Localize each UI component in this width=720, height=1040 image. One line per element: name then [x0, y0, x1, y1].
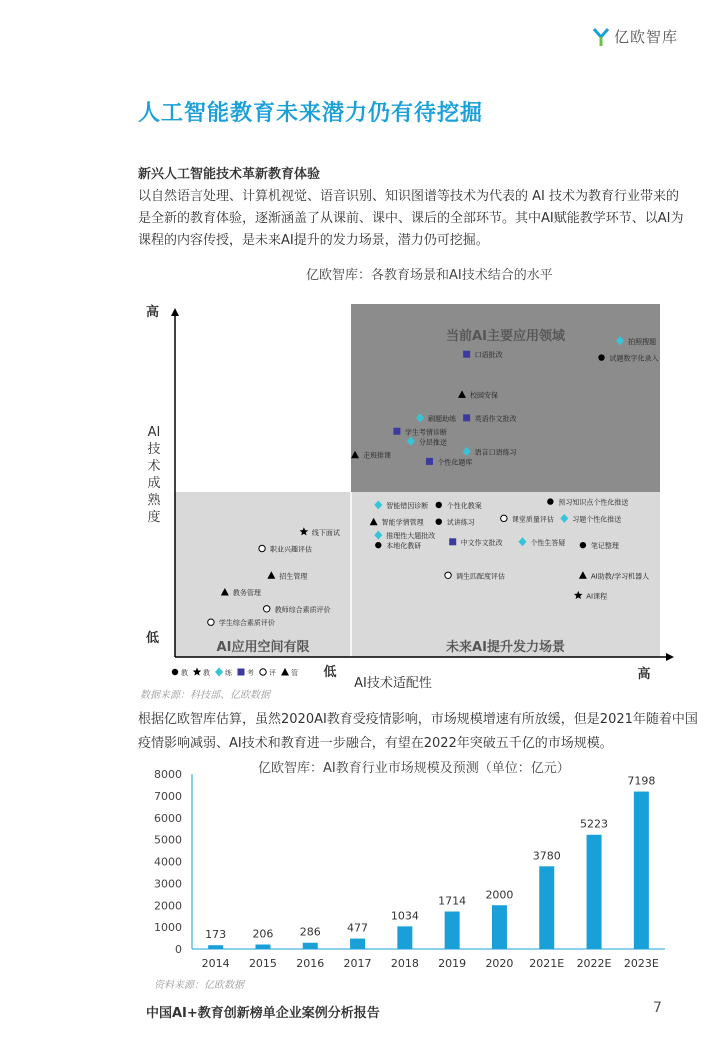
bar: [350, 939, 365, 949]
scenario-label: 学生综合素质评价: [218, 619, 275, 628]
scenario-label: 拍照搜题: [628, 337, 657, 346]
y-axis-label-char: 成: [147, 476, 161, 491]
marker-open-circle: [501, 515, 507, 521]
bar-chart-title: 亿欧智库：AI教育行业市场规模及预测（单位：亿元）: [258, 761, 570, 776]
marker-circle: [436, 519, 442, 525]
marker-circle: [547, 498, 553, 504]
scenario-label: AI课程: [586, 592, 608, 601]
scenario-label: 校园安保: [470, 391, 498, 400]
scenario-label: 语言口语练习: [474, 448, 517, 457]
x-tick-label: 2014: [201, 957, 230, 970]
scenario-label: 智能错因诊断: [386, 501, 429, 510]
matrix-figure-title: 亿欧智库：各教育场景和AI技术结合的水平: [306, 268, 553, 283]
scenario-label: 个性生答疑: [530, 538, 566, 547]
bar-value-label: 173: [205, 928, 227, 942]
x-tick-label: 2017: [343, 957, 372, 970]
y-tick-label: 6000: [154, 811, 182, 825]
legend-label: 考: [247, 669, 254, 677]
y-axis-arrow: [171, 308, 179, 316]
scenario-label: 个性化题库: [437, 458, 473, 467]
bar: [587, 835, 602, 949]
scenario-label: 走班排课: [363, 451, 392, 460]
marker-circle: [172, 669, 178, 675]
bar: [303, 943, 318, 949]
marker-diamond: [215, 668, 223, 677]
scenario-label: AI助教/学习机器人: [590, 572, 650, 581]
y-low-label: 低: [146, 631, 160, 646]
marker-open-circle: [264, 606, 270, 612]
y-tick-label: 1000: [154, 921, 182, 935]
marker-square: [463, 351, 470, 358]
matrix-figure: [130, 290, 690, 710]
brand-logo: [592, 26, 678, 47]
y-axis-label-char: 熟: [147, 493, 161, 508]
y-axis-label-char: AI: [147, 425, 161, 440]
y-high-label: 高: [146, 305, 160, 320]
x-axis-arrow: [666, 653, 674, 661]
scenario-label: 课堂质量评估: [511, 515, 554, 524]
legend-label: 管: [291, 669, 298, 677]
bar-value-label: 7198: [627, 774, 656, 788]
legend-label: 教: [181, 669, 188, 677]
scenario-label: 本地化教研: [386, 542, 422, 551]
chart-source: 资料来源：亿欧数据: [154, 980, 244, 991]
legend-label: 评: [269, 669, 276, 677]
bar: [255, 944, 270, 949]
legend-label: 教: [203, 669, 210, 677]
y-axis-label-char: 度: [147, 510, 161, 525]
x-tick-label: 2020: [485, 957, 514, 970]
scenario-label: 招生管理: [279, 572, 308, 581]
marker-circle: [598, 354, 604, 360]
marker-square: [238, 669, 245, 676]
scenario-label: 推理性大题批改: [386, 532, 436, 541]
scenario-label: 刷题助练: [428, 414, 457, 423]
y-tick-label: 0: [175, 943, 182, 956]
y-tick-label: 2000: [154, 899, 182, 913]
x-tick-label: 2015: [248, 957, 277, 970]
marker-open-circle: [259, 545, 265, 551]
y-tick-label: 7000: [154, 789, 182, 803]
bar: [492, 905, 507, 949]
marker-open-circle: [445, 572, 451, 578]
scenario-label: 教师综合素质评价: [274, 605, 331, 614]
x-high-label: 高: [637, 667, 651, 682]
scenario-label: 口语批改: [474, 351, 503, 360]
bar: [208, 945, 223, 949]
x-axis-label: AI技术适配性: [354, 676, 432, 691]
scenario-label: 个性化教案: [446, 501, 482, 510]
section-heading: 新兴人工智能技术革新教育体验: [138, 167, 321, 182]
page-number: 7: [653, 1000, 662, 1016]
marker-square: [393, 428, 400, 435]
scenario-point: [547, 498, 628, 507]
x-tick-label: 2019: [438, 957, 467, 970]
y-tick-label: 3000: [154, 877, 182, 891]
bar: [634, 792, 649, 949]
marker-open-circle: [208, 619, 214, 625]
quadrant-label-future: 未来AI提升发力场景: [446, 640, 565, 655]
page-title: 人工智能教育未来潜力仍有待挖掘: [138, 101, 484, 126]
bar-value-label: 286: [299, 925, 321, 939]
matrix-source: 数据来源：科技部、亿欧数据: [140, 690, 270, 701]
scenario-label: 试讲练习: [446, 518, 475, 527]
brand-name: 亿欧智库: [614, 28, 679, 46]
bar-value-label: 2000: [485, 888, 514, 902]
x-tick-label: 2021E: [529, 957, 565, 970]
legend-label: 练: [225, 669, 232, 677]
x-tick-label: 2022E: [576, 957, 612, 970]
bar-value-label: 5223: [580, 817, 609, 831]
market-paragraph: 根据亿欧智库估算，虽然2020AI教育受疫情影响，市场规模增速有所放缓，但是2021年随着中国疫情影响减弱、AI技术和教育进一步融合，有望在2022年突破五千亿的市场规模。: [138, 712, 698, 751]
scenario-label: 中文作文批改: [460, 538, 503, 547]
scenario-label: 英语作文批改: [474, 414, 517, 423]
x-tick-label: 2018: [390, 957, 419, 970]
bar-value-label: 1034: [390, 909, 419, 923]
scenario-label: 职业兴趣评估: [270, 545, 313, 554]
marker-triangle: [281, 668, 289, 676]
bar: [539, 866, 554, 949]
scenario-label: 笔记整理: [590, 542, 619, 551]
marker-circle: [436, 502, 442, 508]
marker-square: [449, 538, 456, 545]
y-axis-label-char: 术: [147, 459, 161, 474]
scenario-label: 教务管理: [232, 589, 261, 598]
legend: [172, 668, 298, 678]
scenario-label: 习题个性化推送: [572, 515, 622, 524]
quadrant-label-current: 当前AI主要应用领域: [446, 329, 565, 344]
scenario-label: 调生匹配度评估: [456, 572, 506, 581]
x-low-label: 低: [323, 665, 337, 680]
bar-value-label: 206: [252, 927, 274, 941]
scenario-label: 学生考情诊断: [404, 428, 447, 437]
scenario-label: 试题数字化录入: [609, 354, 659, 363]
bar-value-label: 3780: [532, 849, 561, 863]
marker-open-circle: [260, 669, 266, 675]
bar: [445, 912, 460, 949]
bar-value-label: 477: [347, 921, 369, 935]
bar-value-label: 1714: [438, 894, 467, 908]
quadrant-label-limited: AI应用空间有限: [216, 640, 310, 655]
x-tick-label: 2023E: [623, 957, 659, 970]
scenario-label: 分层推送: [418, 438, 447, 447]
bar: [397, 926, 412, 949]
marker-square: [463, 414, 470, 421]
y-tick-label: 4000: [154, 855, 182, 869]
scenario-label: 线下面试: [311, 528, 340, 537]
scenario-label: 预习知识点个性化推送: [558, 498, 629, 507]
marker-star: [193, 668, 202, 676]
x-tick-label: 2016: [296, 957, 325, 970]
bar-chart: [130, 764, 680, 994]
y-tick-label: 5000: [154, 833, 182, 847]
marker-circle: [375, 542, 381, 548]
footer-report-title: 中国AI+教育创新榜单企业案例分析报告: [146, 1006, 380, 1021]
marker-square: [426, 458, 433, 465]
marker-circle: [580, 542, 586, 548]
scenario-label: 智能学情管理: [381, 518, 424, 527]
y-axis-label-char: 技: [147, 442, 161, 457]
y-tick-label: 8000: [154, 768, 182, 781]
intro-paragraph: 以自然语言处理、计算机视觉、语音识别、知识图谱等技术为代表的 AI 技术为教育行业带来的是全新的教育体验，逐渐涵盖了从课前、课中、课后的全部环节。其中AI赋能教学环节、以AI为课程的内容传授，是未来AI提升的发力场景，潜力仍可挖掘。: [138, 189, 684, 248]
brand-logo-icon: [592, 27, 610, 47]
